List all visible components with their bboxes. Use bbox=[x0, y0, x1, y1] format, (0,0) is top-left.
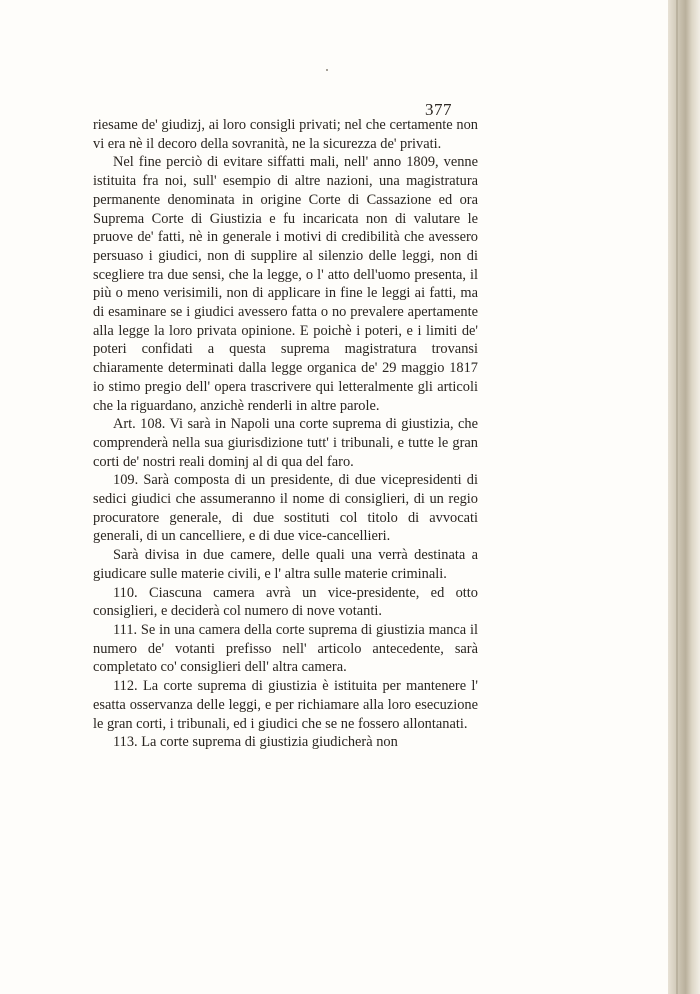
article-paragraph: 109. Sarà composta di un presidente, di due vicepresidenti di sedici giudici che assumeranno il nome di consiglieri, di un regio procuratore generale, di due sostituti col titolo di avvocati generali, di un cancelliere, e di due vice-cancellieri. bbox=[93, 472, 478, 545]
article-paragraph: 113. La corte suprema di giustizia giudicherà non bbox=[113, 734, 398, 751]
paragraph: Nel fine perciò di evitare siffatti mali, nell' anno 1809, venne istituita fra noi, sull' esempio di altre nazioni, una magistratura permanente denominata in origine Corte di Cassazione ed ora Suprema Corte di Giustizia e fu incaricata non di valutare le pruove de' fatti, nè in generale i motivi di credibilità che avessero persuaso i giudici, non di supplire al silenzio delle leggi, non di scegliere tra due sensi, che la legge, o l' atto dell'uomo presenta, il più o meno verisimili, non di applicare in fine le leggi ai fatti, ma di esaminare se i giudici avessero fatta o no prevalere apertamente alla legge la loro privata opinione. E poichè i poteri, e i limiti de' poteri confidati a questa suprema magistratura trovansi chiaramente determinati dalla legge organica de' 29 maggio 1817 io stimo pregio dell' opera trascrivere qui letteralmente gli articoli che la riguardano, anzichè renderli in altre parole. bbox=[93, 154, 478, 414]
page-edge-binding bbox=[668, 0, 700, 994]
article-paragraph: Sarà divisa in due camere, delle quali una verrà destinata a giudicare sulle materie civili, e l' altra sulle materie criminali. bbox=[93, 547, 478, 582]
article-paragraph: 112. La corte suprema di giustizia è istituita per mantenere l' esatta osservanza delle leggi, e per richiamare alla loro esecuzione le gran corti, i tribunali, ed i giudici che se ne fossero allontanati. bbox=[93, 678, 478, 732]
page-number: 377 bbox=[425, 100, 452, 119]
body-text bbox=[93, 116, 478, 752]
article-paragraph: 111. Se in una camera della corte suprema di giustizia manca il numero de' votanti prefisso nell' articolo antecedente, sarà completato co' consiglieri dell' altra camera. bbox=[93, 621, 478, 676]
paragraph: riesame de' giudizj, ai loro consigli privati; nel che certamente non vi era nè il decoro della sovranità, ne la sicurezza de' privati. bbox=[93, 117, 478, 152]
ink-speck bbox=[326, 69, 328, 71]
article-paragraph: Art. 108. Vi sarà in Napoli una corte suprema di giustizia, che comprenderà nella sua giurisdizione tutt' i tribunali, e tutte le gran corti de' nostri reali dominj al di qua del faro. bbox=[93, 416, 478, 470]
article-paragraph: 110. Ciascuna camera avrà un vice-presidente, ed otto consiglieri, e deciderà col numero di nove votanti. bbox=[93, 584, 478, 620]
